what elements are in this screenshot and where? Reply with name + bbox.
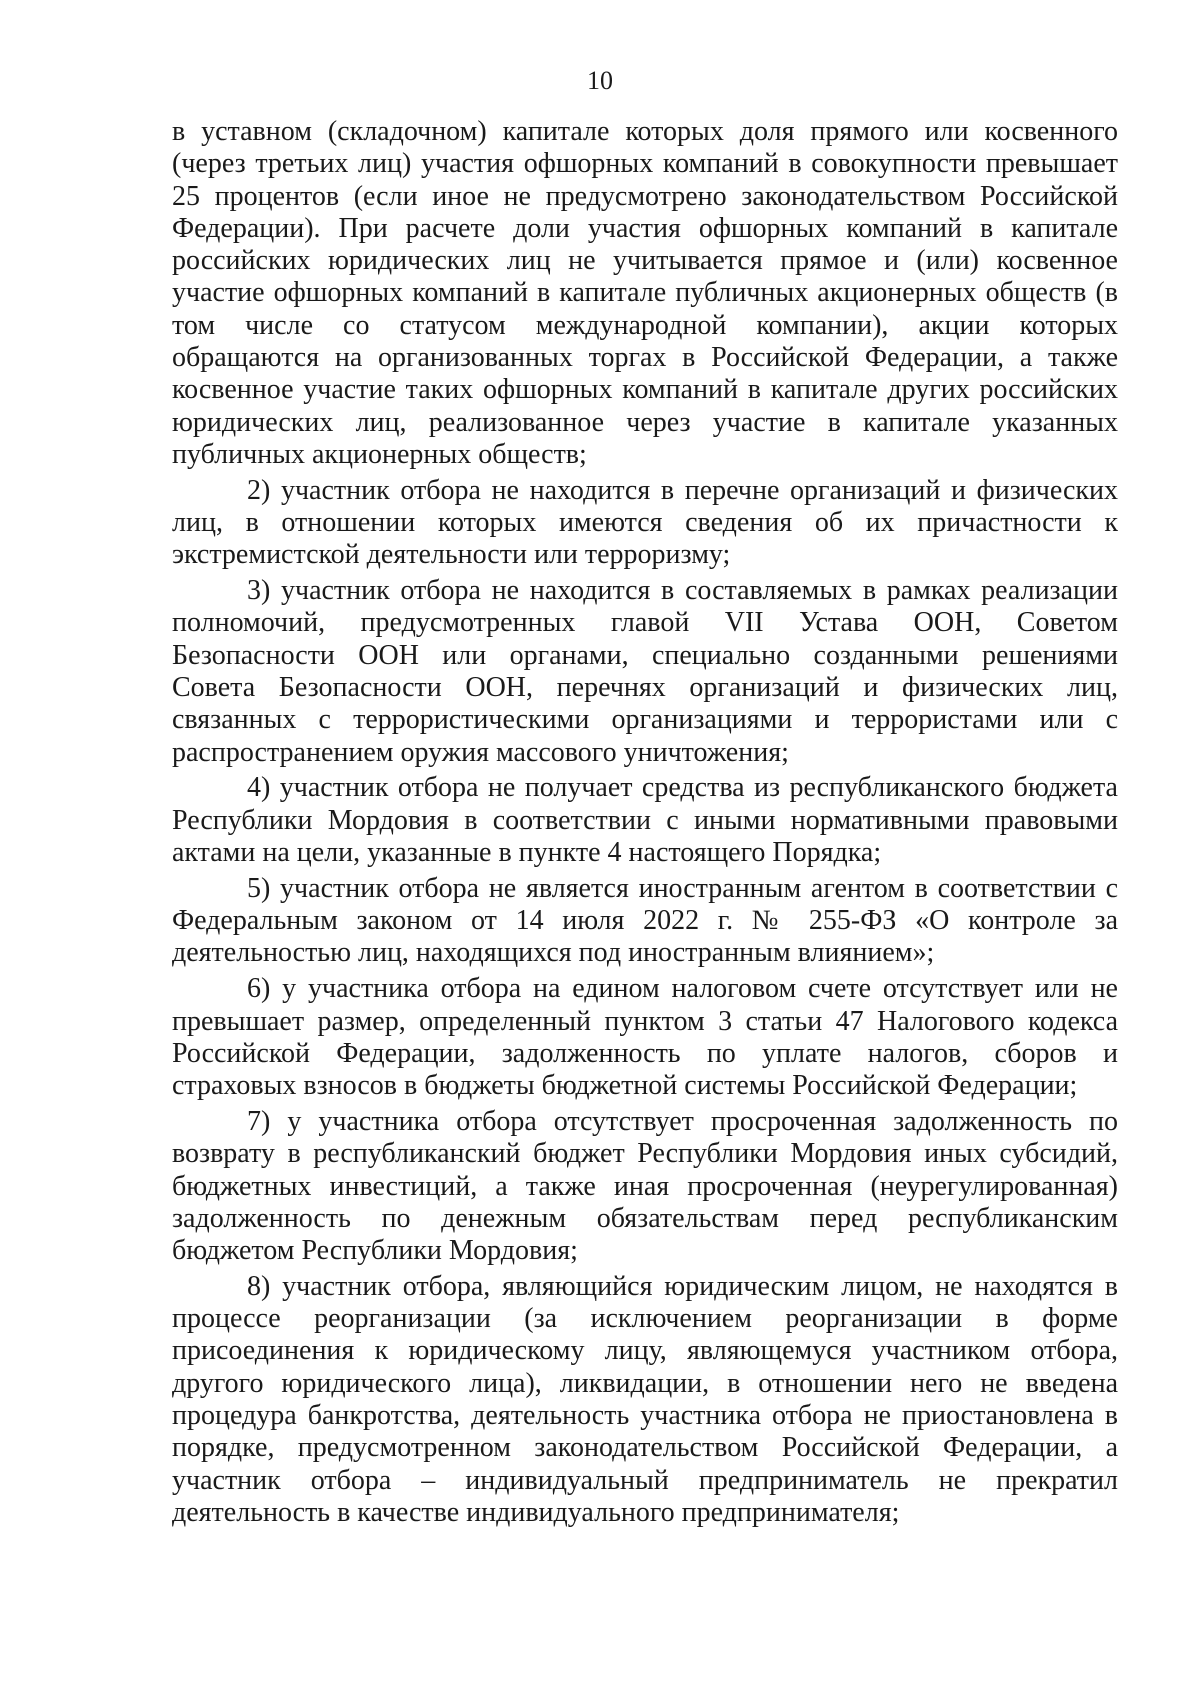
page-number: 10 (587, 66, 613, 95)
paragraph-item-2 (172, 475, 1118, 572)
paragraph-continuation (172, 116, 1118, 471)
text-line: участник отбора – индивидуальный предприниматель не прекратил (172, 1464, 1118, 1496)
text-line: 2) участник отбора не находится в перечне организаций и физических (247, 474, 1118, 506)
text-line: 3) участник отбора не находится в составляемых в рамках реализации (247, 575, 1118, 607)
paragraph-item-8 (172, 1271, 1118, 1529)
text-line: 4) участник отбора не получает средства из республиканского бюджета (247, 772, 1118, 804)
text-line: (через третьих лиц) участия офшорных компаний в совокупности превышает (172, 148, 1118, 180)
text-line: актами на цели, указанные в пункте 4 настоящего Порядка; (172, 837, 882, 869)
text-line: 7) у участника отбора отсутствует просроченная задолженность по (247, 1105, 1118, 1137)
text-line: косвенное участие таких офшорных компаний в капитале других российских (172, 374, 1118, 406)
document-body (172, 116, 1118, 1529)
paragraph-item-3 (172, 575, 1118, 769)
text-line: 8) участник отбора, являющийся юридическим лицом, не находятся в (247, 1270, 1118, 1302)
text-line: участие офшорных компаний в капитале публичных акционерных обществ (в (172, 277, 1118, 309)
text-line: в уставном (складочном) капитале которых доля прямого или косвенного (172, 116, 1118, 147)
text-line: процессе реорганизации (за исключением реорганизации в форме (172, 1303, 1118, 1335)
paragraph-item-6 (172, 973, 1118, 1102)
text-line: задолженность по денежным обязательствам перед республиканским (172, 1202, 1118, 1234)
text-line: Российской Федерации, задолженность по уплате налогов, сборов и (172, 1037, 1118, 1069)
text-line: связанных с террористическими организациями и террористами или с (172, 704, 1118, 736)
text-line: лиц, в отношении которых имеются сведения об их причастности к (172, 507, 1118, 539)
paragraph-item-4 (172, 772, 1118, 869)
text-line: страховых взносов в бюджеты бюджетной системы Российской Федерации; (172, 1070, 1078, 1102)
text-line: другого юридического лица), ликвидации, в отношении него не введена (172, 1367, 1118, 1399)
text-line: публичных акционерных обществ; (172, 438, 587, 470)
text-line: процедура банкротства, деятельность участника отбора не приостановлена в (172, 1400, 1118, 1432)
text-line: Республики Мордовия в соответствии с иными нормативными правовыми (172, 804, 1118, 836)
text-line: Безопасности ООН или органами, специально созданными решениями (172, 639, 1118, 671)
text-line: 5) участник отбора не является иностранным агентом в соответствии с (247, 872, 1118, 904)
text-line: деятельностью лиц, находящихся под иностранным влиянием»; (172, 937, 935, 969)
text-line: Федерации). При расчете доли участия офшорных компаний в капитале (172, 212, 1118, 244)
text-line: обращаются на организованных торгах в Российской Федерации, а также (172, 342, 1118, 374)
text-line: превышает размер, определенный пунктом 3 статьи 47 Налогового кодекса (172, 1005, 1118, 1037)
text-line: российских юридических лиц не учитывается прямое и (или) косвенное (172, 245, 1118, 277)
text-line: экстремистской деятельности или терроризму; (172, 539, 731, 571)
text-line: 6) у участника отбора на едином налоговом счете отсутствует или не (247, 973, 1118, 1005)
text-line: Федеральным законом от 14 июля 2022 г. № 255-ФЗ «О контроле за (172, 905, 1118, 937)
paragraph-item-5 (172, 873, 1118, 970)
text-line: распространением оружия массового уничтожения; (172, 736, 789, 768)
text-line: бюджетом Республики Мордовия; (172, 1235, 578, 1267)
text-line: том числе со статусом международной компании), акции которых (172, 309, 1118, 341)
text-line: бюджетных инвестиций, а также иная просроченная (неурегулированная) (172, 1170, 1118, 1202)
text-line: присоединения к юридическому лицу, являющемуся участником отбора, (172, 1335, 1118, 1367)
text-line: Совета Безопасности ООН, перечнях организаций и физических лиц, (172, 672, 1118, 704)
text-line: 25 процентов (если иное не предусмотрено законодательством Российской (172, 180, 1118, 212)
text-line: деятельность в качестве индивидуального предпринимателя; (172, 1496, 900, 1528)
text-line: возврату в республиканский бюджет Республики Мордовия иных субсидий, (172, 1138, 1118, 1170)
text-line: полномочий, предусмотренных главой VII Устава ООН, Советом (172, 607, 1118, 639)
text-line: юридических лиц, реализованное через участие в капитале указанных (172, 406, 1118, 438)
paragraph-item-7 (172, 1106, 1118, 1267)
text-line: порядке, предусмотренном законодательством Российской Федерации, а (172, 1432, 1118, 1464)
